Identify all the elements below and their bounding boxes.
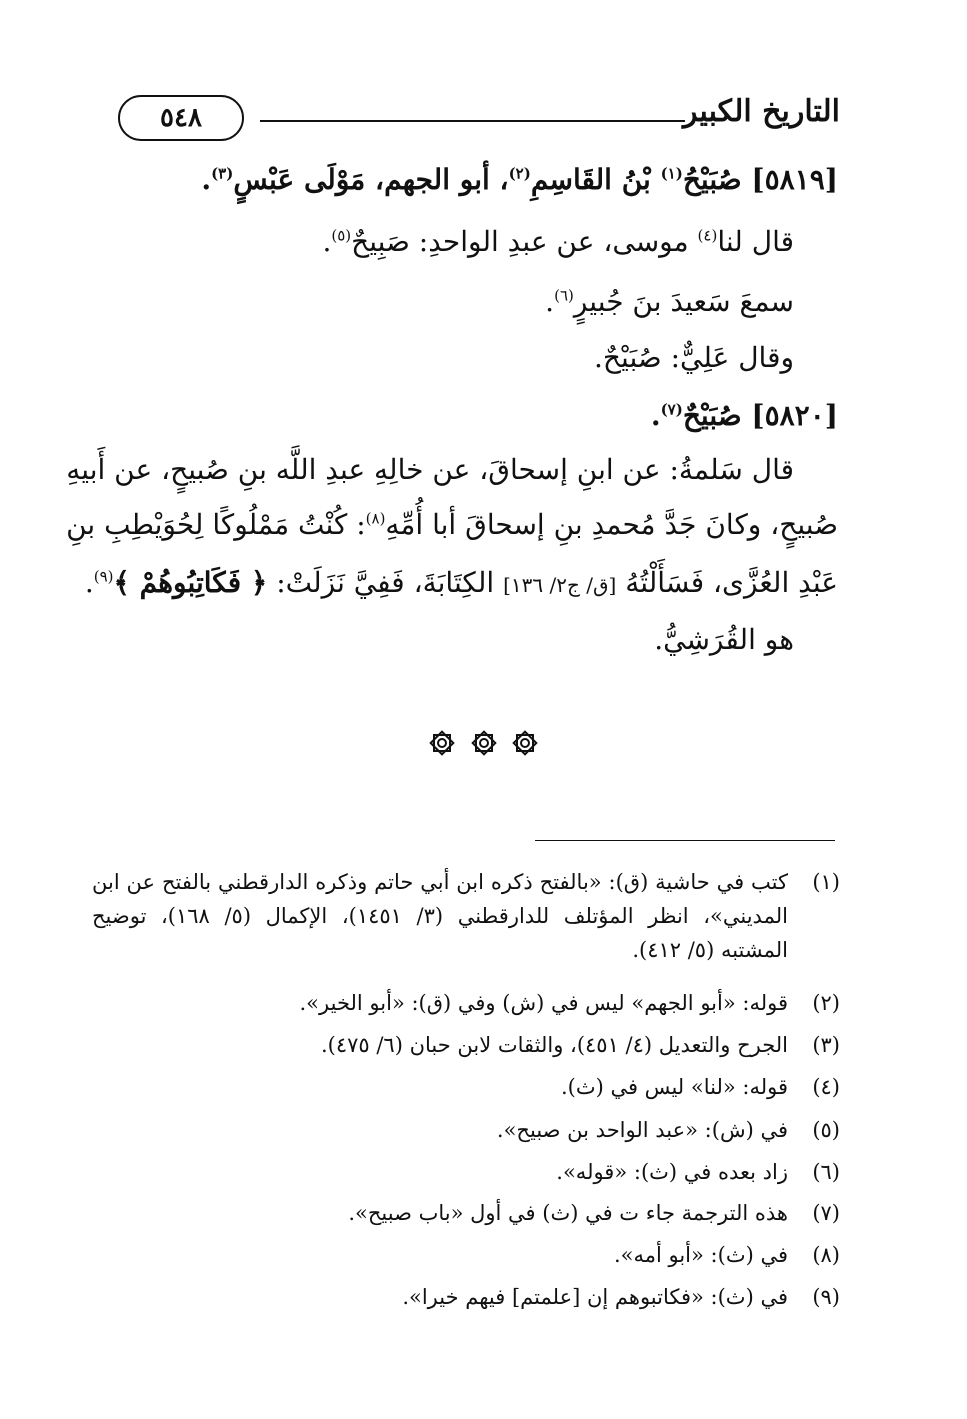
- entry-name: صُبَيْحٌ: [682, 399, 742, 432]
- running-title: التاريخ الكبير: [682, 94, 840, 129]
- entry-5820-heading: [96, 396, 838, 436]
- footnote-ref[interactable]: (٣): [211, 164, 234, 183]
- text-line: [84, 563, 838, 605]
- footnote-item: [92, 1196, 840, 1230]
- punctuation: .: [84, 566, 94, 599]
- text-span: سمعَ سَعيدَ بنَ جُبيرٍ: [573, 285, 794, 318]
- text-line: [96, 222, 838, 262]
- footnote-text: هذه الترجمة جاء ت في (ث) في أول «باب صبيح».: [348, 1201, 788, 1225]
- text-span: قال لنا: [717, 225, 794, 258]
- manuscript-reference: [ق/ ج٢/ ١٣٦]: [503, 573, 617, 597]
- footnote-text: كتب في حاشية (ق): «بالفتح ذكره ابن أبي حاتم وذكره الدارقطني بالفتح عن ابن المديني»، انظر المؤتلف للدارقطني (٣/ ١٤٥١)، الإكمال (٥/ ١٦٨)، توضيح المشتبه (٥/ ٤١٢).: [92, 870, 788, 962]
- text-line: [96, 282, 838, 322]
- entry-number: [٥٨١٩]: [751, 163, 838, 196]
- footnote-item: [92, 1028, 840, 1062]
- quran-quote: ﴿ فَكَاتِبُوهُمْ ﴾: [113, 566, 268, 599]
- footnote-item: [92, 1070, 840, 1104]
- footnote-number: (٩): [812, 1285, 840, 1309]
- footnote-ref[interactable]: (٢): [508, 164, 531, 183]
- text-span: الكِتَابَةَ، فَفِيَّ نَزَلَتْ:: [267, 566, 504, 599]
- footnote-number: (٥): [812, 1118, 840, 1142]
- footnote-number: (٢): [812, 991, 840, 1015]
- footnote-number: (١): [812, 870, 840, 894]
- text-span: موسى، عن عبدِ الواحدِ: صَبِيحٌ: [351, 225, 698, 258]
- entry-name-cont: بْنُ القَاسِمِ: [530, 163, 651, 196]
- page-number: ٥٤٨: [118, 95, 244, 141]
- entry-5819-heading: [96, 160, 838, 200]
- footnote-number: (٨): [812, 1243, 840, 1267]
- text-line: هو القُرَشِيُّ.: [654, 623, 794, 656]
- entry-rest: ، أبو الجهم، مَوْلَى عَبْسٍ: [233, 163, 509, 196]
- text-span: : كُنْتُ مَمْلُوكًا لِحُوَيْطِبِ بنِ: [66, 508, 366, 541]
- footnote-ref[interactable]: (٥): [331, 226, 352, 245]
- footnote-number: (٦): [812, 1160, 840, 1184]
- text-line: وقال عَلِيٌّ: صُبَيْحٌ.: [594, 341, 794, 374]
- footnote-ref[interactable]: (٨): [365, 509, 386, 528]
- entry-name: صُبَيْحُ: [682, 163, 742, 196]
- footnote-text: في (ث): «فكاتبوهم إن [علمتم] فيهم خيرا».: [402, 1285, 788, 1309]
- footnote-item: [92, 865, 840, 967]
- footnote-item: [92, 986, 840, 1020]
- punctuation: .: [650, 399, 661, 432]
- punctuation: .: [545, 285, 555, 318]
- text-line: [66, 505, 838, 545]
- header-rule: [260, 120, 685, 122]
- footnote-number: (٣): [812, 1033, 840, 1057]
- text-line: قال سَلمةُ: عن ابنِ إسحاقَ، عن خالِهِ عبدِ اللَّه بنِ صُبيحٍ، عن أَبيهِ: [66, 453, 794, 486]
- footnote-item: [92, 1238, 840, 1272]
- text-span: صُبيحٍ، وكانَ جَدَّ مُحمدِ بنِ إسحاقَ أبا أُمِّهِ: [385, 508, 838, 541]
- footnote-text: الجرح والتعديل (٤/ ٤٥١)، والثقات لابن حبان (٦/ ٤٧٥).: [320, 1033, 788, 1057]
- footnote-ref[interactable]: (٤): [697, 226, 718, 245]
- footnote-ref[interactable]: (٧): [660, 400, 683, 419]
- text-span: عَبْدِ العُزَّى، فَسَأَلْتُهُ: [616, 566, 838, 599]
- footnote-ref[interactable]: (٦): [554, 286, 574, 305]
- footnote-separator: [535, 840, 835, 841]
- section-ornament: [0, 728, 967, 762]
- entry-number: [٥٨٢٠]: [751, 399, 838, 432]
- page-header: [100, 92, 840, 144]
- footnote-ref[interactable]: (١): [660, 164, 683, 183]
- footnote-ref[interactable]: (٩): [93, 567, 114, 586]
- punctuation: .: [201, 163, 212, 196]
- footnote-number: (٧): [812, 1201, 840, 1225]
- footnote-text: قوله: «أبو الجهم» ليس في (ش) وفي (ق): «أبو الخير».: [299, 991, 788, 1015]
- footnote-text: زاد بعده في (ث): «قوله».: [556, 1160, 788, 1184]
- punctuation: .: [322, 225, 332, 258]
- footnote-text: في (ث): «أبو أمه».: [613, 1243, 788, 1267]
- footnote-text: قوله: «لنا» ليس في (ث).: [560, 1075, 788, 1099]
- octagram-ornament-icon: [427, 728, 457, 758]
- footnote-item: [92, 1155, 840, 1189]
- footnote-number: (٤): [812, 1075, 840, 1099]
- footnote-item: [92, 1113, 840, 1147]
- footnote-text: في (ش): «عبد الواحد بن صبيح».: [496, 1118, 788, 1142]
- octagram-ornament-icon: [469, 728, 499, 758]
- footnote-item: [92, 1280, 840, 1314]
- octagram-ornament-icon: [510, 728, 540, 758]
